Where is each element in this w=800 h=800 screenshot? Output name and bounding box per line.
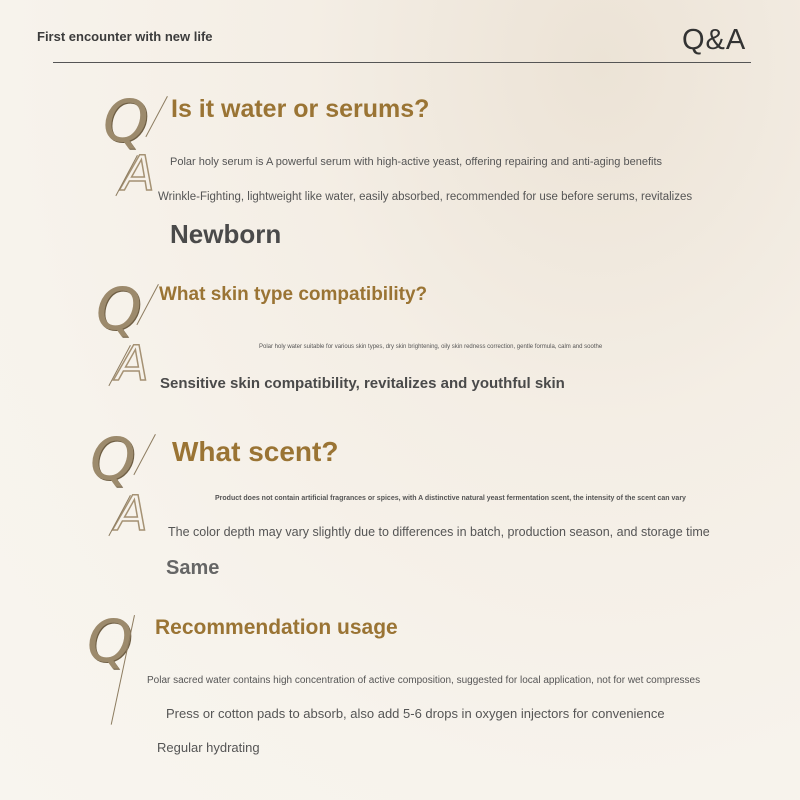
a-mark-icon: A <box>122 146 155 202</box>
question-heading: Is it water or serums? <box>171 95 430 123</box>
header-divider <box>53 62 751 63</box>
highlight-word: Newborn <box>170 219 282 249</box>
q-mark-icon: Q <box>87 607 133 675</box>
q-mark-icon: Q <box>90 425 136 493</box>
question-heading: Recommendation usage <box>155 616 398 639</box>
answer-line: Press or cotton pads to absorb, also add 5-6 drops in oxygen injectors for convenience <box>166 706 665 721</box>
divider-slash <box>133 434 155 475</box>
q-mark-icon: Q <box>103 87 149 155</box>
answer-line: Polar sacred water contains high concentration of active composition, suggested for local application, not for wet compresses <box>147 675 701 686</box>
answer-line: Polar holy serum is A powerful serum with high-active yeast, offering repairing and anti-aging benefits <box>170 156 663 168</box>
highlight-word: Same <box>166 557 220 579</box>
answer-line: Product does not contain artificial fragrances or spices, with A distinctive natural yeast fermentation scent, the intensity of the scent can vary <box>215 495 686 502</box>
divider-slash <box>145 96 167 137</box>
page-title: Q&A <box>682 24 747 56</box>
question-heading: What skin type compatibility? <box>159 284 428 305</box>
tagline: First encounter with new life <box>37 29 213 44</box>
a-mark-icon: A <box>115 486 148 542</box>
answer-line: Sensitive skin compatibility, revitalizes and youthful skin <box>160 375 565 392</box>
answer-line: Wrinkle-Fighting, lightweight like water, easily absorbed, recommended for use before serums, revitalizes <box>158 191 693 203</box>
answer-line: Regular hydrating <box>157 740 260 755</box>
a-mark-icon: A <box>116 336 149 392</box>
answer-line: The color depth may vary slightly due to differences in batch, production season, and storage time <box>168 525 710 539</box>
question-heading: What scent? <box>172 436 339 467</box>
q-mark-icon: Q <box>96 275 142 343</box>
answer-line: Polar holy water suitable for various skin types, dry skin brightening, oily skin redness correction, gentle formula, calm and soothe <box>259 344 603 350</box>
